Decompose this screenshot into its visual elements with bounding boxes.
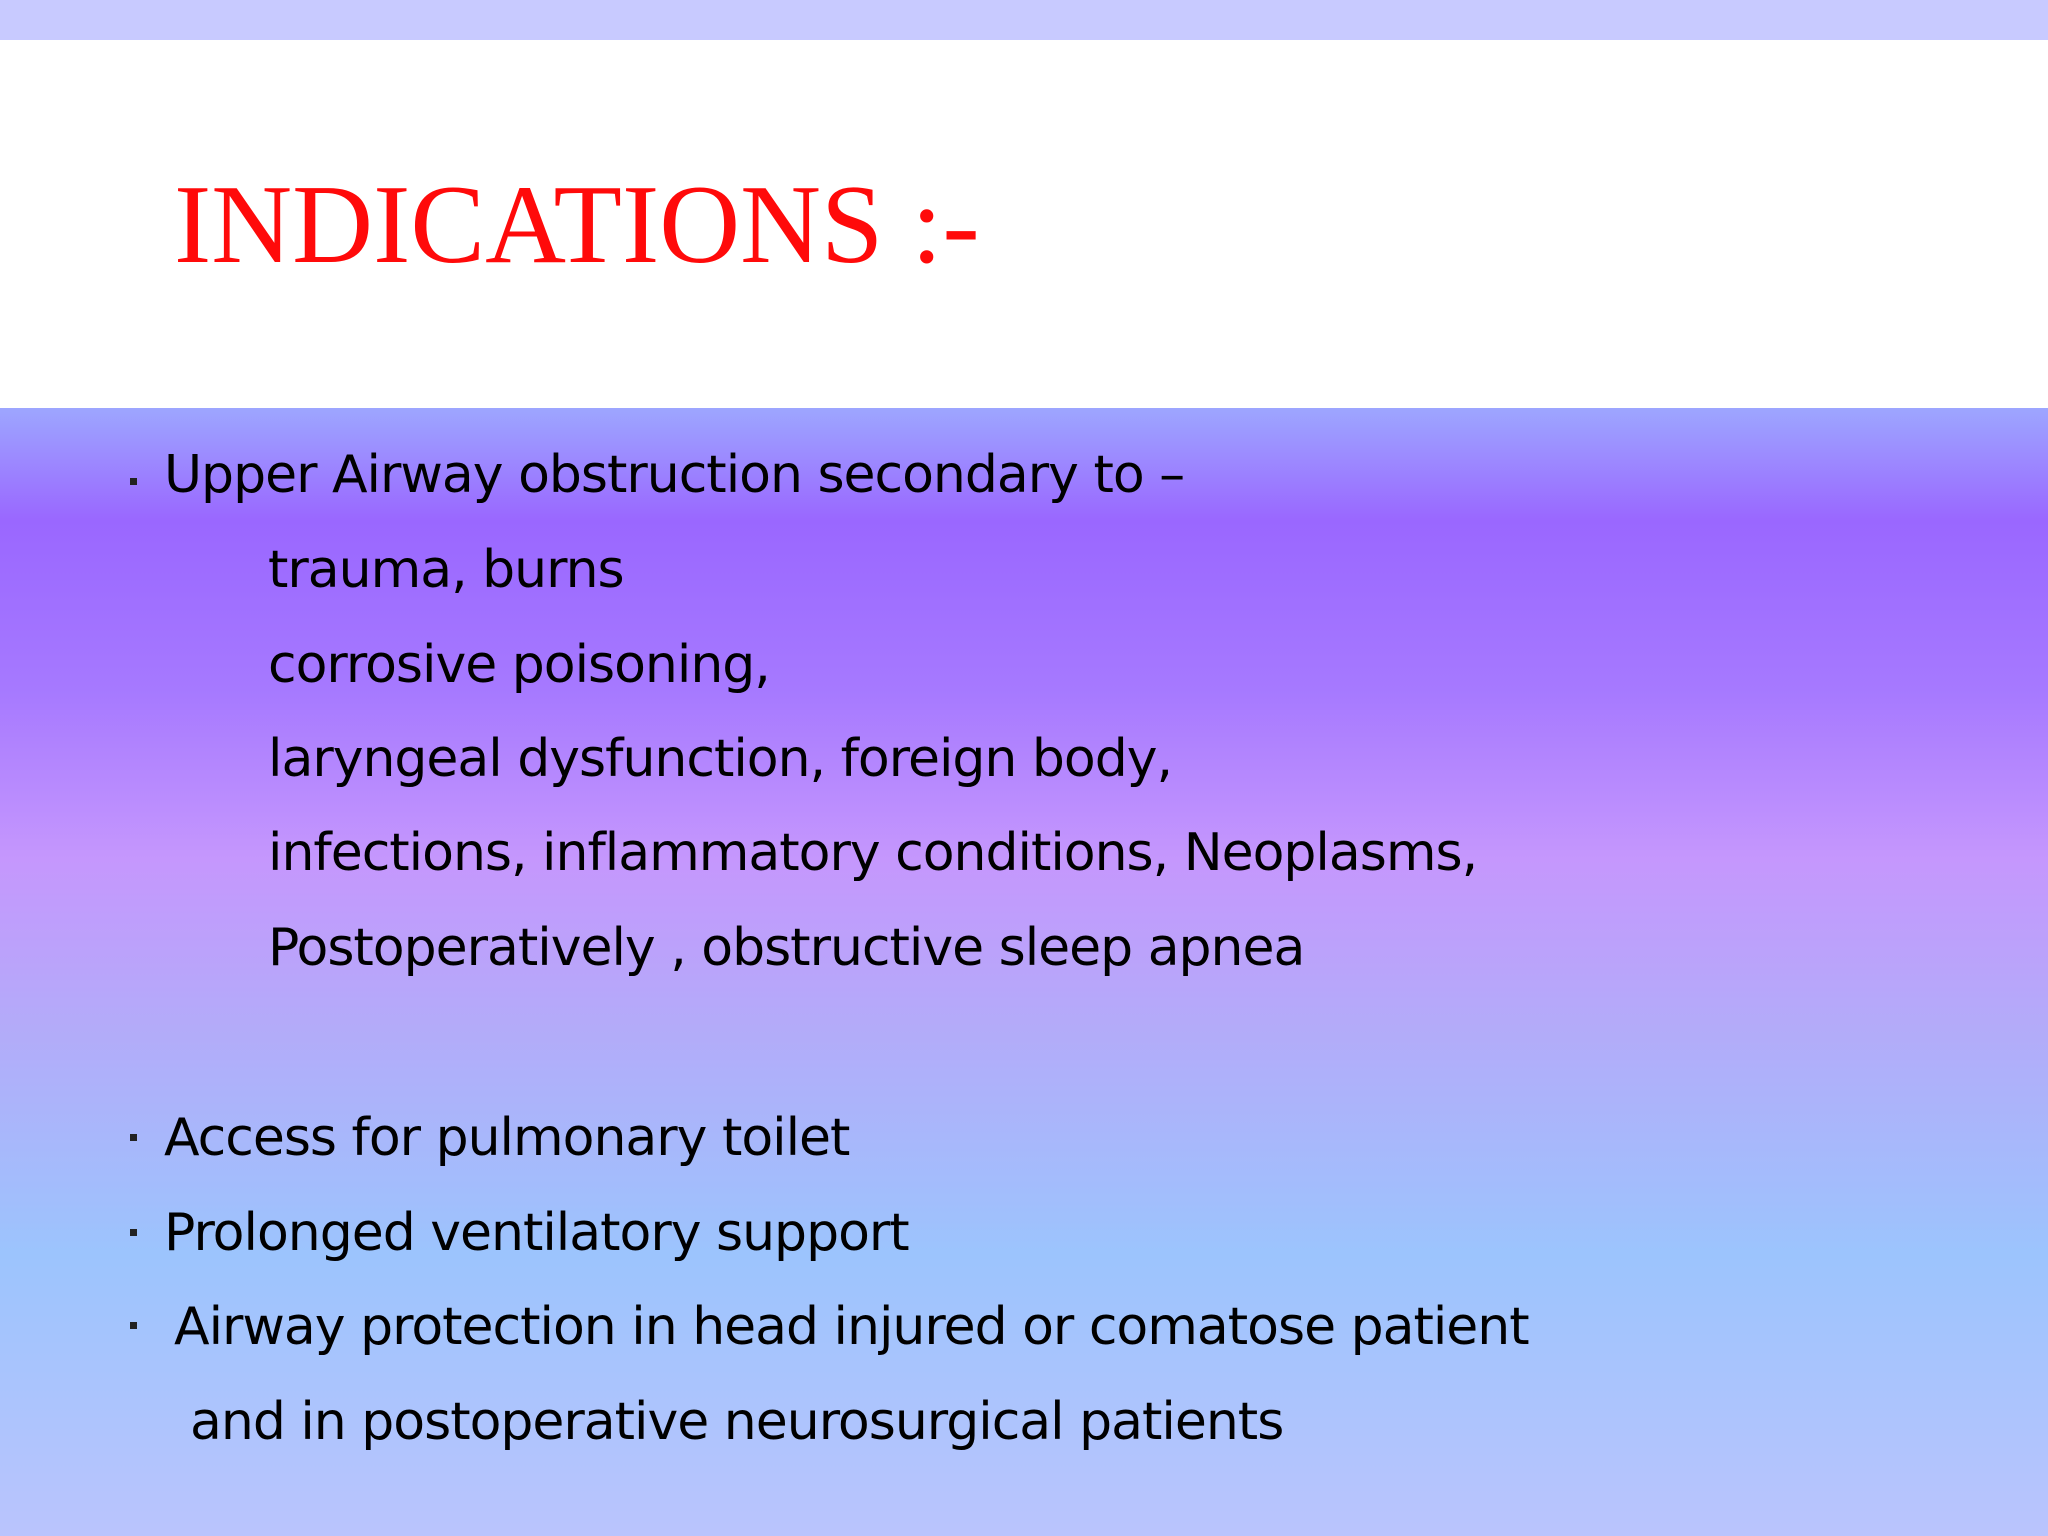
- subitem-laryngeal: laryngeal dysfunction, foreign body,: [268, 729, 1173, 789]
- subitem-corrosive: corrosive poisoning,: [268, 635, 770, 695]
- bullet-marker: [130, 1134, 137, 1141]
- bullet-upper-airway: Upper Airway obstruction secondary to –: [164, 445, 1185, 505]
- slide-title: INDICATIONS :-: [174, 163, 980, 287]
- subitem-postoperatively: Postoperatively , obstructive sleep apnea: [268, 918, 1305, 978]
- bullet-marker: [130, 1229, 137, 1236]
- subitem-infections: infections, inflammatory conditions, Neoplasms,: [268, 823, 1478, 883]
- bullet-airway-protection: Airway protection in head injured or comatose patient: [174, 1297, 1529, 1357]
- subitem-trauma: trauma, burns: [268, 540, 624, 600]
- bullet-marker: [130, 478, 137, 485]
- top-strip: [0, 0, 2048, 40]
- bullet-marker: [130, 1322, 137, 1329]
- bullet-ventilatory-support: Prolonged ventilatory support: [164, 1203, 909, 1263]
- bullet-pulmonary-toilet: Access for pulmonary toilet: [164, 1108, 850, 1168]
- bullet-airway-protection-cont: and in postoperative neurosurgical patients: [190, 1392, 1284, 1452]
